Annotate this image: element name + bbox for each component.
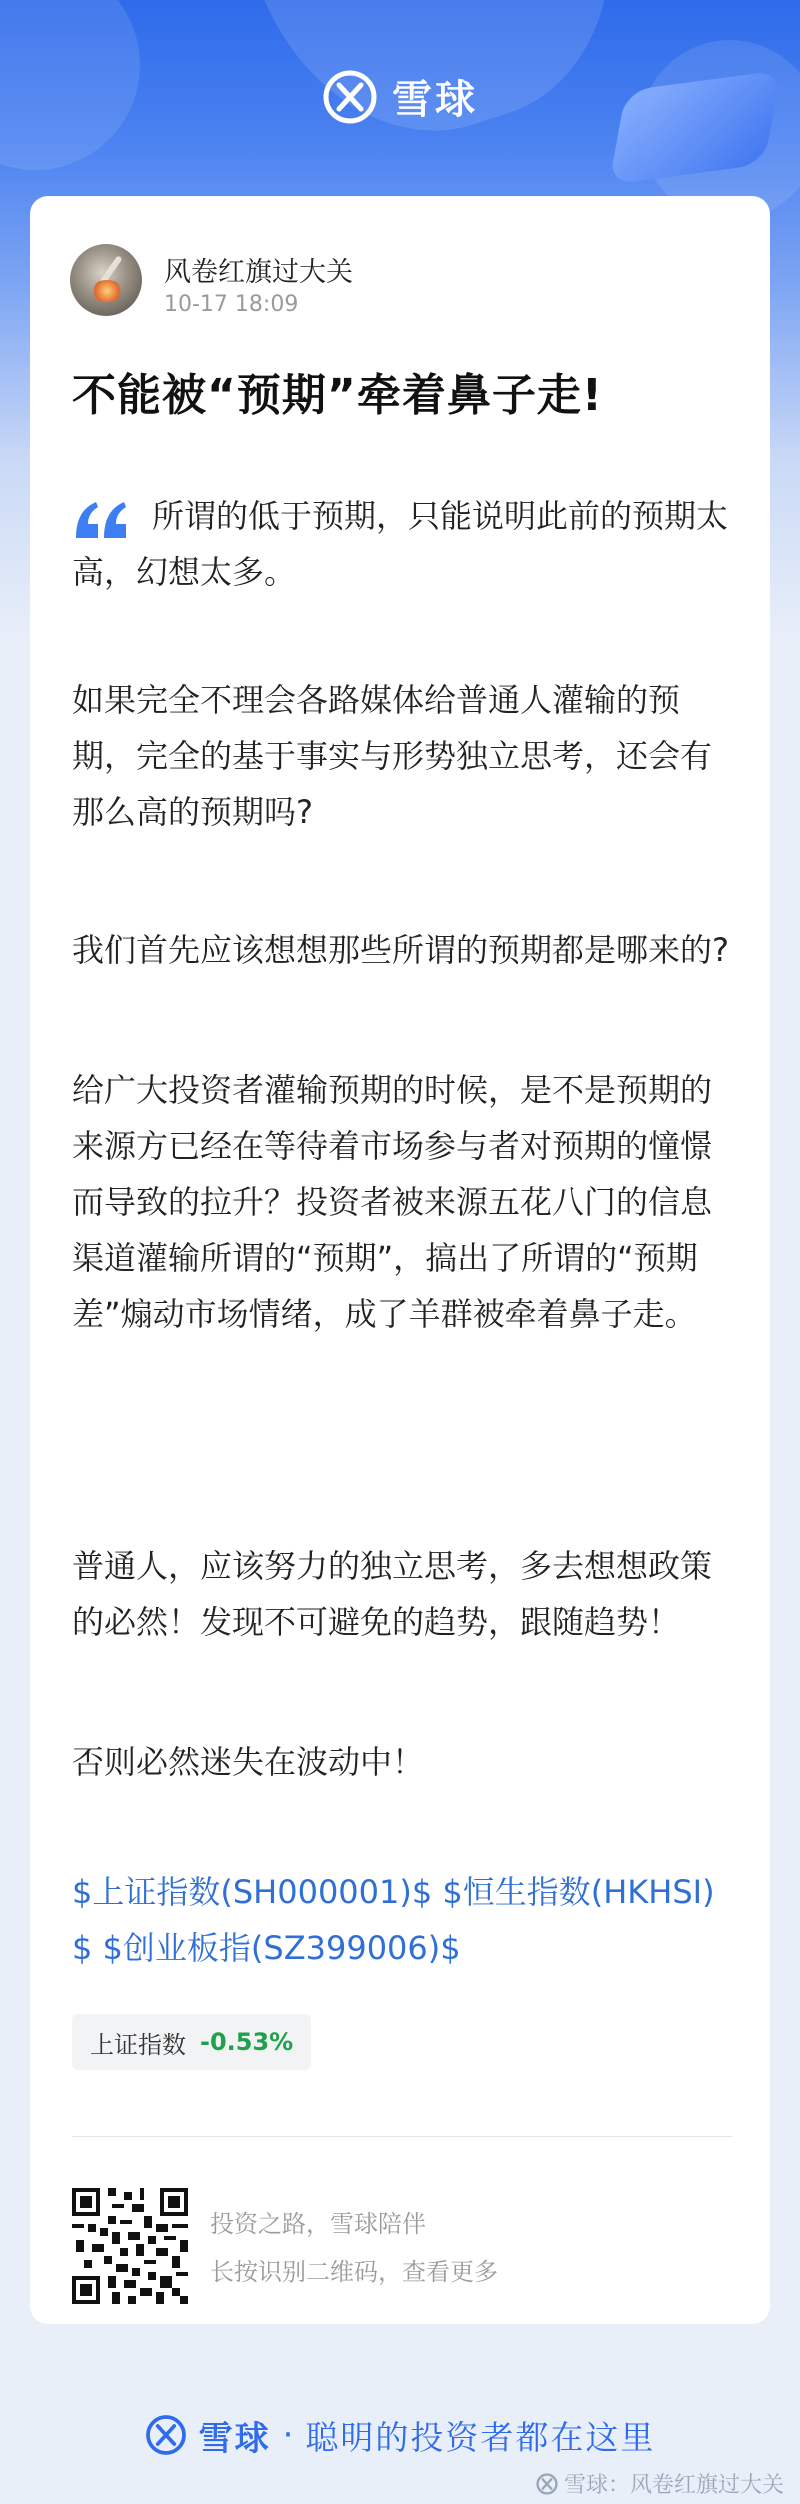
author-name[interactable]: 风卷红旗过大关 (164, 257, 353, 288)
snowball-logo-icon (145, 2414, 187, 2456)
footer-slogan: 聪明的投资者都在这里 (305, 2417, 656, 2457)
footer-brand-name: 雪球 (198, 2418, 271, 2459)
snowball-logo-icon (536, 2473, 558, 2495)
divider (72, 2136, 732, 2137)
footer-separator: · (282, 2415, 294, 2455)
paragraph-3: 给广大投资者灌输预期的时候，是不是预期的来源方已经在等待着市场参与者对预期的憧憬而导致的拉升？投资者被来源五花八门的信息渠道灌输所谓的“预期”，搞出了所谓的“预期差”煽动市场情绪，成了羊群被牵着鼻子走。 (72, 1071, 713, 1333)
watermark (536, 2468, 784, 2499)
stock-chip-name: 上证指数 (90, 2030, 186, 2059)
brand-name: 雪球 (392, 77, 478, 123)
paragraph-1: 如果完全不理会各路媒体给普通人灌输的预期，完全的基于事实与形势独立思考，还会有那么高的预期吗? (72, 681, 713, 831)
qr-code-icon[interactable] (72, 2188, 188, 2304)
paragraph-5: 否则必然迷失在波动中！ (72, 1743, 425, 1781)
brand-logo (0, 68, 800, 125)
stock-chip-change: -0.53% (200, 2028, 294, 2056)
post-title: 不能被“预期”牵着鼻子走! (72, 370, 603, 421)
stock-chip[interactable] (72, 2014, 311, 2070)
paragraph-2: 我们首先应该想想那些所谓的预期都是哪来的? (72, 931, 729, 969)
author-avatar[interactable] (70, 244, 142, 316)
post-time: 10-17 18:09 (164, 292, 299, 317)
stock-tags[interactable]: $上证指数(SH000001)$ $恒生指数(HKHSI)$ $创业板指(SZ399006)$ (72, 1873, 715, 1967)
qr-caption-2: 长按识别二维码，查看更多 (210, 2258, 498, 2286)
post-quote: 所谓的低于预期，只能说明此前的预期太高，幻想太多。 (72, 497, 729, 591)
paragraph-4: 普通人，应该努力的独立思考，多去想想政策的必然！发现不可避免的趋势，跟随趋势！ (72, 1547, 713, 1641)
qr-caption-1: 投资之路，雪球陪伴 (210, 2210, 426, 2238)
snowball-logo-icon (322, 69, 378, 125)
footer-brand (0, 2400, 800, 2470)
watermark-text: 雪球：风卷红旗过大关 (563, 2473, 784, 2498)
post-card (30, 196, 770, 2324)
